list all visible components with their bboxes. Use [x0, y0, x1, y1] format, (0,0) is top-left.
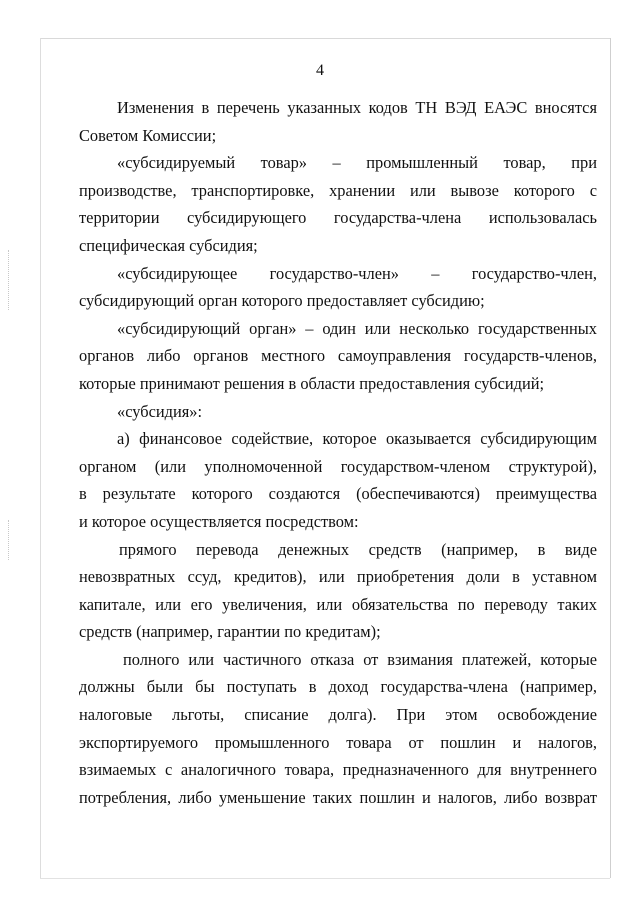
text-line: взимаемых с аналогичного товара, предназначенного для внутреннего	[79, 760, 597, 780]
text-line: «субсидия»:	[117, 401, 203, 421]
text-line: территории субсидирующего государства-члена использовалась	[79, 208, 597, 228]
text-line: специфическая субсидия;	[79, 235, 258, 255]
scan-edge-mark	[8, 250, 9, 310]
text-line: производстве, транспортировке, хранении или вывозе которого с	[79, 180, 597, 200]
body-text	[79, 94, 597, 811]
text-line: Изменения в перечень указанных кодов ТН ВЭД ЕАЭС вносятся	[117, 98, 597, 117]
text-line: «субсидируемый товар» – промышленный товар, при	[117, 153, 597, 173]
text-line: Советом Комиссии;	[79, 125, 217, 145]
text-line: а) финансовое содействие, которое оказывается субсидирующим	[117, 429, 597, 449]
page-number: 4	[316, 62, 324, 79]
scan-frame-bottom	[40, 878, 610, 879]
scan-frame-top	[40, 38, 610, 39]
text-line: должны были бы поступать в доход государства-члена (например,	[79, 677, 597, 697]
text-line: потребления, либо уменьшение таких пошлин и налогов, либо возврат	[79, 787, 597, 807]
text-line: капитале, или его увеличения, или обязательства по переводу таких	[79, 594, 597, 614]
text-line: «субсидирующее государство-член» – государство-член,	[117, 263, 597, 283]
scan-edge-mark	[8, 520, 9, 560]
text-line: средств (например, гарантии по кредитам);	[79, 622, 381, 642]
text-line: органом (или уполномоченной государством-членом структурой),	[79, 456, 597, 476]
scan-frame-right	[610, 38, 611, 878]
text-line: субсидирующий орган которого предоставляет субсидию;	[79, 291, 485, 311]
text-line: в результате которого создаются (обеспечиваются) преимущества	[79, 484, 597, 504]
text-line: экспортируемого промышленного товара от пошлин и налогов,	[79, 732, 597, 752]
text-line: полного или частичного отказа от взимания платежей, которые	[123, 649, 597, 669]
text-line: невозвратных ссуд, кредитов), или приобретения доли в уставном	[79, 567, 597, 587]
text-line: прямого перевода денежных средств (например, в виде	[119, 539, 597, 559]
text-line: органов либо органов местного самоуправления государств-членов,	[79, 346, 597, 366]
scan-frame-left	[40, 38, 41, 878]
text-line: которые принимают решения в области предоставления субсидий;	[79, 373, 545, 393]
text-line: налоговые льготы, списание долга). При этом освобождение	[79, 705, 597, 725]
text-line: «субсидирующий орган» – один или несколько государственных	[117, 318, 597, 338]
text-line: и которое осуществляется посредством:	[79, 511, 359, 531]
